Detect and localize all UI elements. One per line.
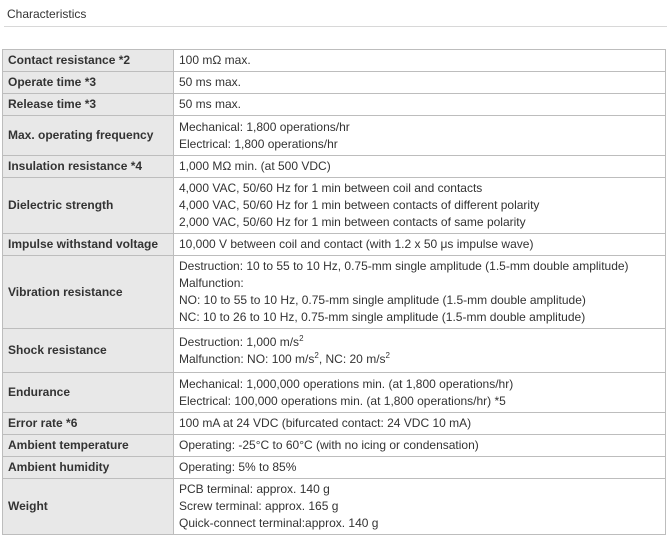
value-line: 1,000 MΩ min. (at 500 VDC) [179,159,331,173]
value-line: 100 mΩ max. [179,53,251,67]
exponent: 2 [299,333,304,343]
value-line: Screw terminal: approx. 165 g [179,499,339,513]
row-label: Insulation resistance *4 [3,156,174,178]
table-row [3,178,666,234]
value-line: 100 mA at 24 VDC (bifurcated contact: 24 VDC 10 mA) [179,416,472,430]
value-line: 50 ms max. [179,97,242,111]
table-row [3,156,666,178]
table-row [3,234,666,256]
row-value [174,413,666,435]
row-label: Error rate *6 [3,413,174,435]
value-line: Mechanical: 1,000,000 operations min. (at 1,800 operations/hr) [179,376,514,391]
row-label: Impulse withstand voltage [3,234,174,256]
row-value [174,479,666,535]
row-value [174,72,666,94]
value-line: Destruction: 10 to 55 to 10 Hz, 0.75-mm single amplitude (1.5-mm double amplitude) [179,259,629,273]
row-label: Vibration resistance [3,256,174,329]
row-label: Dielectric strength [3,178,174,234]
value-line: NC: 10 to 26 to 10 Hz, 0.75-mm single amplitude (1.5-mm double amplitude) [179,310,586,324]
row-label: Max. operating frequency [3,116,174,156]
row-value [174,373,666,413]
shock-malfunction: Malfunction: NO: 100 m/s [179,351,315,366]
table-row [3,373,666,413]
section-title: Characteristics [7,7,87,21]
row-value [174,94,666,116]
table-row [3,329,666,373]
table-row [3,413,666,435]
value-line: Operating: 5% to 85% [179,460,297,474]
row-value [174,457,666,479]
value-line: 10,000 V between coil and contact (with 1.2 x 50 μs impulse wave) [179,237,534,251]
value-line: 4,000 VAC, 50/60 Hz for 1 min between contacts of different polarity [179,198,540,212]
value-line: 4,000 VAC, 50/60 Hz for 1 min between coil and contacts [179,181,483,195]
table-row [3,72,666,94]
value-line [179,351,660,368]
value-line: NO: 10 to 55 to 10 Hz, 0.75-mm single amplitude (1.5-mm double amplitude) [179,293,586,307]
shock-malfunction-nc: , NC: 20 m/s [318,351,386,366]
row-value [174,178,666,234]
row-label: Release time *3 [3,94,174,116]
value-line: Operating: -25°C to 60°C (with no icing or condensation) [179,438,479,452]
row-label: Ambient temperature [3,435,174,457]
row-label: Shock resistance [3,329,174,373]
row-label: Weight [3,479,174,535]
table-row [3,457,666,479]
table-row [3,50,666,72]
row-value [174,234,666,256]
row-label: Contact resistance *2 [3,50,174,72]
value-line: 50 ms max. [179,75,242,89]
shock-destruction: Destruction: 1,000 m/s [179,334,300,349]
value-line: Quick-connect terminal:approx. 140 g [179,516,379,530]
value-line: Electrical: 100,000 operations min. (at 1,800 operations/hr) *5 [179,393,506,408]
exponent: 2 [314,350,319,360]
table-row [3,256,666,329]
row-value [174,435,666,457]
table-row [3,479,666,535]
value-line: 2,000 VAC, 50/60 Hz for 1 min between contacts of same polarity [179,215,526,229]
row-value [174,256,666,329]
value-line [179,334,660,351]
row-label: Endurance [3,373,174,413]
row-value [174,50,666,72]
table-row [3,94,666,116]
value-line: Electrical: 1,800 operations/hr [179,136,338,151]
row-label: Operate time *3 [3,72,174,94]
section-header [4,0,667,27]
row-value [174,156,666,178]
row-label: Ambient humidity [3,457,174,479]
characteristics-table [2,49,666,535]
table-row [3,435,666,457]
value-line: Mechanical: 1,800 operations/hr [179,119,350,134]
row-value [174,329,666,373]
exponent: 2 [385,350,390,360]
table-row [3,116,666,156]
row-value [174,116,666,156]
value-line: PCB terminal: approx. 140 g [179,482,330,496]
value-line: Malfunction: [179,276,244,290]
